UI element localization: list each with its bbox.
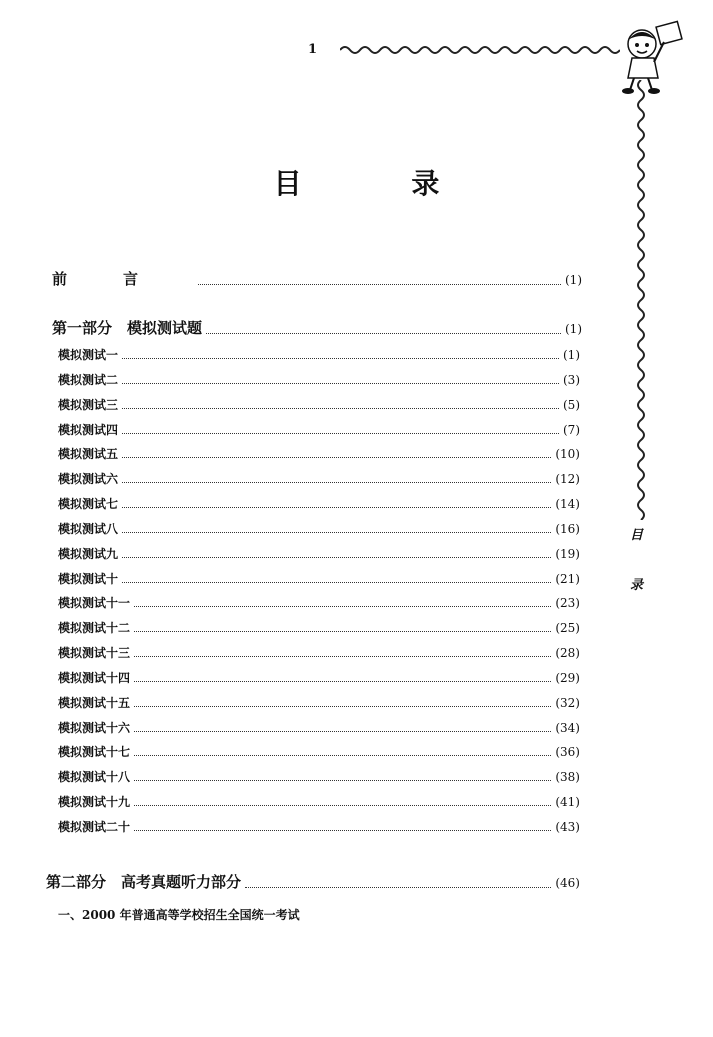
dot-leader bbox=[134, 731, 551, 732]
dot-leader bbox=[134, 606, 551, 607]
dot-leader bbox=[134, 706, 551, 707]
toc-entry-page: (21) bbox=[555, 572, 580, 586]
dot-leader bbox=[122, 433, 559, 434]
toc-entry-label: 模拟测试十九 bbox=[58, 795, 131, 809]
toc-entry-page: (32) bbox=[555, 696, 580, 710]
toc-entry-page: (5) bbox=[563, 398, 580, 412]
toc-entry-part2[interactable] bbox=[46, 871, 580, 892]
toc-entry-page: (36) bbox=[555, 745, 580, 759]
toc-entry-label: 模拟测试三 bbox=[58, 398, 119, 412]
toc-entry-test[interactable] bbox=[58, 743, 580, 760]
toc-entry-test[interactable] bbox=[58, 818, 580, 835]
toc-entry-test[interactable] bbox=[58, 495, 580, 512]
dot-leader bbox=[122, 457, 551, 458]
dot-leader bbox=[134, 830, 551, 831]
rope-border-top bbox=[340, 44, 620, 56]
toc-entry-label: 模拟测试十七 bbox=[58, 745, 131, 759]
toc-entry-page: (19) bbox=[555, 547, 580, 561]
dot-leader bbox=[122, 408, 559, 409]
toc-entry-page: (1) bbox=[563, 348, 580, 362]
toc-entry-label: 模拟测试十八 bbox=[58, 770, 131, 784]
toc-entry-page: (28) bbox=[555, 646, 580, 660]
toc-entry-label: 前言 bbox=[52, 270, 195, 288]
toc-entry-label: 模拟测试二十 bbox=[58, 820, 131, 834]
toc-entry-label: 模拟测试十二 bbox=[58, 621, 131, 635]
dot-leader bbox=[122, 582, 551, 583]
page-title: 目 录 bbox=[273, 167, 490, 200]
toc-entry-test[interactable] bbox=[58, 346, 580, 363]
toc-entry-page: (3) bbox=[563, 373, 580, 387]
toc-entry-test[interactable] bbox=[58, 793, 580, 810]
toc-entry-test[interactable] bbox=[58, 445, 580, 462]
toc-entry-page: (34) bbox=[555, 721, 580, 735]
dot-leader bbox=[134, 755, 551, 756]
toc-entry-test[interactable] bbox=[58, 371, 580, 388]
toc-entry-page: (10) bbox=[555, 447, 580, 461]
toc-entry-page: (1) bbox=[565, 273, 582, 287]
toc-entry-preface[interactable] bbox=[52, 268, 582, 289]
rope-border-side bbox=[633, 80, 649, 520]
toc-entry-page: (1) bbox=[565, 322, 582, 336]
toc-entry-label: 第二部分 高考真题听力部分 bbox=[46, 873, 242, 891]
dot-leader bbox=[122, 482, 551, 483]
toc-entry-label: 模拟测试八 bbox=[58, 522, 119, 536]
toc-entry-test[interactable] bbox=[58, 768, 580, 785]
toc-entry-page: (7) bbox=[563, 423, 580, 437]
toc-entry-label: 第一部分 模拟测试题 bbox=[52, 319, 203, 337]
toc-entry-part1[interactable] bbox=[52, 317, 582, 338]
dot-leader bbox=[134, 780, 551, 781]
toc-entry-test[interactable] bbox=[58, 545, 580, 562]
toc-subentry[interactable]: 一、2000 年普通高等学校招生全国统一考试 bbox=[58, 908, 300, 922]
toc-entry-page: (12) bbox=[555, 472, 580, 486]
toc-entry-test[interactable] bbox=[58, 594, 580, 611]
toc-entry-page: (23) bbox=[555, 596, 580, 610]
dot-leader bbox=[134, 631, 551, 632]
toc-entry-page: (29) bbox=[555, 671, 580, 685]
toc-entry-test[interactable] bbox=[58, 396, 580, 413]
toc-entry-test[interactable] bbox=[58, 619, 580, 636]
toc-entry-label: 模拟测试二 bbox=[58, 373, 119, 387]
toc-entry-label: 模拟测试十三 bbox=[58, 646, 131, 660]
page-number: 1 bbox=[308, 42, 318, 57]
dot-leader bbox=[198, 284, 561, 285]
toc-entry-label: 模拟测试四 bbox=[58, 423, 119, 437]
toc-entry-label: 模拟测试六 bbox=[58, 472, 119, 486]
toc-entry-test[interactable] bbox=[58, 421, 580, 438]
toc-entry-test[interactable] bbox=[58, 694, 580, 711]
dot-leader bbox=[122, 358, 559, 359]
toc-entry-test[interactable] bbox=[58, 520, 580, 537]
toc-entry-label: 模拟测试十五 bbox=[58, 696, 131, 710]
toc-entry-label: 模拟测试十六 bbox=[58, 721, 131, 735]
toc-entry-page: (41) bbox=[555, 795, 580, 809]
toc-entry-label: 模拟测试十四 bbox=[58, 671, 131, 685]
dot-leader bbox=[122, 507, 551, 508]
toc-entry-test[interactable] bbox=[58, 470, 580, 487]
dot-leader bbox=[134, 681, 551, 682]
dot-leader bbox=[122, 557, 551, 558]
toc-entry-label: 模拟测试九 bbox=[58, 547, 119, 561]
dot-leader bbox=[206, 333, 561, 334]
toc-entry-page: (46) bbox=[555, 876, 580, 890]
cartoon-kid-icon bbox=[612, 18, 690, 96]
toc-entry-test[interactable] bbox=[58, 669, 580, 686]
dot-leader bbox=[134, 656, 551, 657]
toc-entry-test[interactable] bbox=[58, 719, 580, 736]
toc-entry-test[interactable] bbox=[58, 644, 580, 661]
toc-entry-test[interactable] bbox=[58, 570, 580, 587]
side-char-1: 目 bbox=[630, 528, 644, 543]
toc-entry-label: 模拟测试十 bbox=[58, 572, 119, 586]
side-char-2: 录 bbox=[630, 578, 644, 593]
dot-leader bbox=[122, 532, 551, 533]
toc-entry-label: 模拟测试十一 bbox=[58, 596, 131, 610]
toc-entry-page: (38) bbox=[555, 770, 580, 784]
dot-leader bbox=[122, 383, 559, 384]
toc-entry-page: (43) bbox=[555, 820, 580, 834]
toc-entry-page: (14) bbox=[555, 497, 580, 511]
toc-entry-label: 模拟测试一 bbox=[58, 348, 119, 362]
toc-entry-label: 模拟测试五 bbox=[58, 447, 119, 461]
toc-entry-page: (16) bbox=[555, 522, 580, 536]
toc-entry-page: (25) bbox=[555, 621, 580, 635]
dot-leader bbox=[245, 887, 551, 888]
toc-entry-label: 模拟测试七 bbox=[58, 497, 119, 511]
dot-leader bbox=[134, 805, 551, 806]
